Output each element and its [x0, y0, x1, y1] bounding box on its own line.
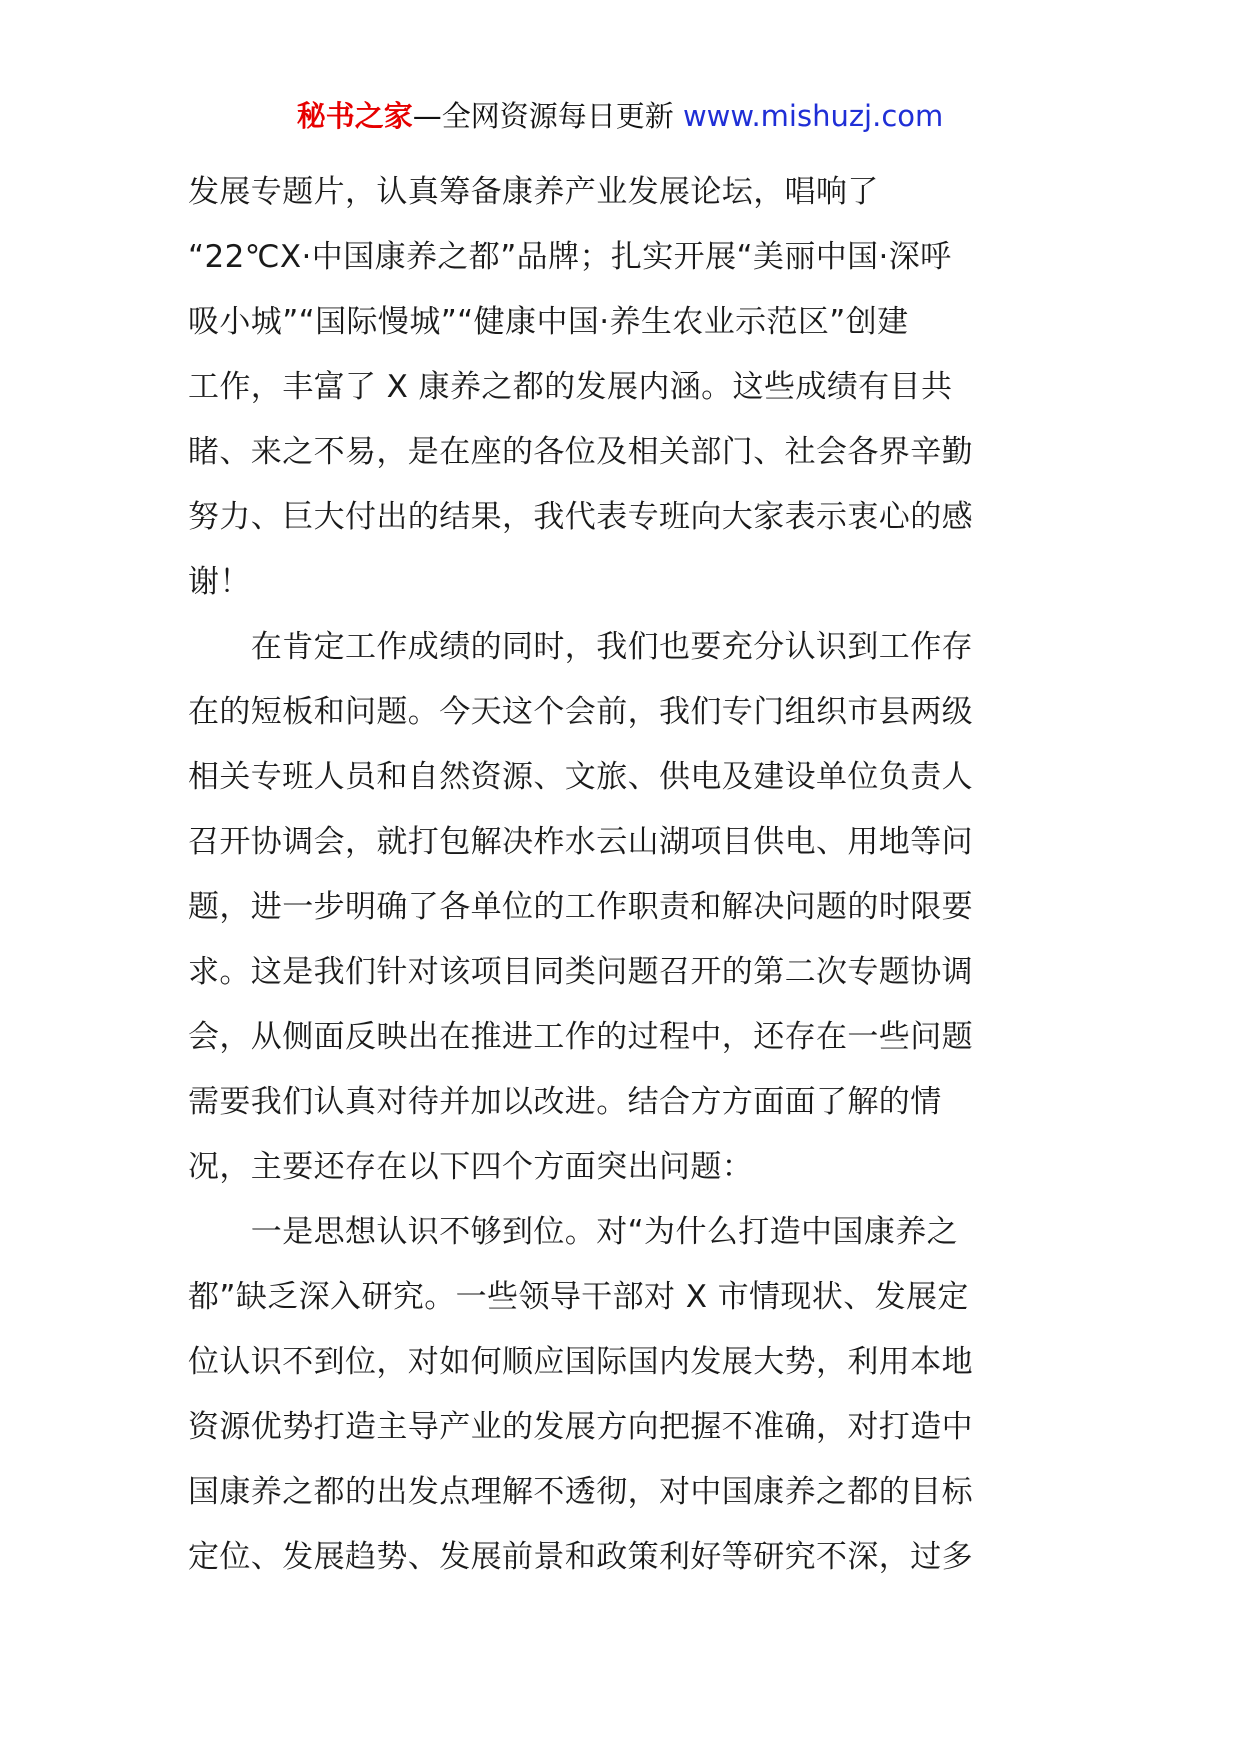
text-line: 在的短板和问题。今天这个会前，我们专门组织市县两级 [188, 694, 973, 730]
text-line: 需要我们认真对待并加以改进。结合方方面面了解的情 [188, 1084, 942, 1120]
text-line: 国康养之都的出发点理解不透彻，对中国康养之都的目标 [188, 1474, 973, 1510]
website-url[interactable]: www.mishuzj.com [682, 99, 944, 133]
text-line: 谢！ [188, 564, 251, 600]
text-line: 位认识不到位，对如何顺应国际国内发展大势，利用本地 [188, 1344, 973, 1380]
text-line: 工作，丰富了 X 康养之都的发展内涵。这些成绩有目共 [188, 369, 953, 405]
header-tagline: —全网资源每日更新 [412, 99, 683, 133]
brand-name: 秘书之家 [296, 99, 413, 133]
text-line: 求。这是我们针对该项目同类问题召开的第二次专题协调 [188, 954, 973, 990]
text-line: 吸小城”“国际慢城”“健康中国·养生农业示范区”创建 [188, 304, 909, 340]
page-header [0, 96, 1240, 136]
text-line: 资源优势打造主导产业的发展方向把握不准确，对打造中 [188, 1409, 973, 1445]
text-line: 召开协调会，就打包解决柞水云山湖项目供电、用地等问 [188, 824, 973, 860]
text-line: 题，进一步明确了各单位的工作职责和解决问题的时限要 [188, 889, 973, 925]
document-body [188, 160, 1056, 1590]
text-line: 定位、发展趋势、发展前景和政策利好等研究不深，过多 [188, 1539, 973, 1575]
text-line: 努力、巨大付出的结果，我代表专班向大家表示衷心的感 [188, 499, 973, 535]
text-line: 都”缺乏深入研究。一些领导干部对 X 市情现状、发展定 [188, 1279, 969, 1315]
text-line: 睹、来之不易，是在座的各位及相关部门、社会各界辛勤 [188, 434, 973, 470]
text-line: 相关专班人员和自然资源、文旅、供电及建设单位负责人 [188, 759, 973, 795]
text-line: 会，从侧面反映出在推进工作的过程中，还存在一些问题 [188, 1019, 973, 1055]
text-line: 发展专题片，认真筹备康养产业发展论坛，唱响了 [188, 174, 879, 210]
text-line: 一是思想认识不够到位。对“为什么打造中国康养之 [188, 1214, 959, 1250]
text-line: 在肯定工作成绩的同时，我们也要充分认识到工作存 [188, 629, 973, 665]
text-line: 况，主要还存在以下四个方面突出问题： [188, 1149, 754, 1185]
text-line: “22℃X·中国康养之都”品牌；扎实开展“美丽中国·深呼 [188, 239, 952, 275]
